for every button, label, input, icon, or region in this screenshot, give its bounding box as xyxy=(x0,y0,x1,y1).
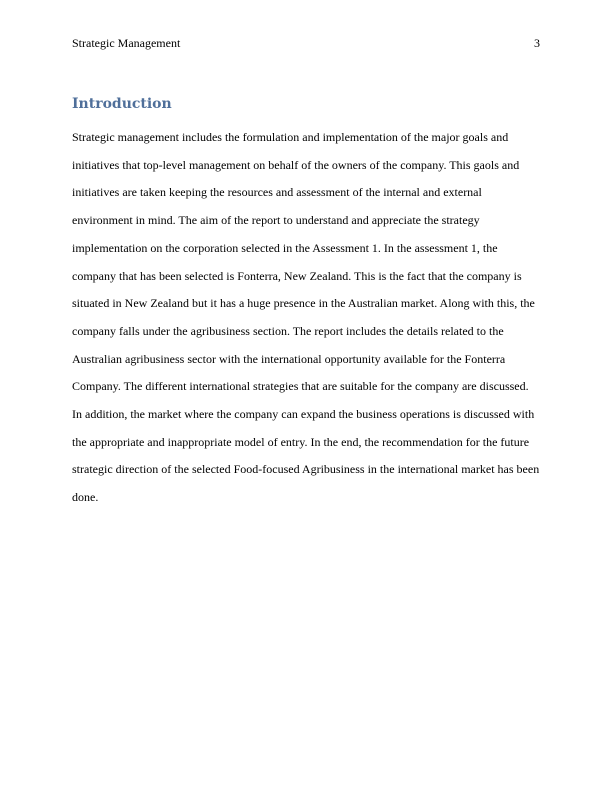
paragraph-line: initiatives are taken keeping the resources and assessment of the internal and external xyxy=(72,185,482,200)
page-number: 3 xyxy=(534,36,540,50)
paragraph-line: environment in mind. The aim of the report to understand and appreciate the strategy xyxy=(72,213,480,228)
paragraph-line: done. xyxy=(72,490,99,505)
paragraph-line: Strategic management includes the formulation and implementation of the major goals and xyxy=(72,130,509,144)
paragraph-line: In addition, the market where the company can expand the business operations is discussed with xyxy=(72,407,535,422)
paragraph-line: the appropriate and inappropriate model of entry. In the end, the recommendation for the future xyxy=(72,434,530,449)
running-title: Strategic Management xyxy=(72,36,181,50)
section-heading: Introduction xyxy=(72,96,172,112)
paragraph-line: implementation on the corporation selected in the Assessment 1. In the assessment 1, the xyxy=(72,240,498,255)
introduction-paragraph xyxy=(72,124,542,512)
paragraph-line: situated in New Zealand but it has a huge presence in the Australian market. Along with this, the xyxy=(72,296,535,311)
paragraph-line: strategic direction of the selected Food-focused Agribusiness in the international market has been xyxy=(72,462,540,477)
paragraph-line: company falls under the agribusiness section. The report includes the details related to the xyxy=(72,323,504,338)
page-header xyxy=(72,36,540,52)
paragraph-line: initiatives that top-level management on behalf of the owners of the company. This gaols and xyxy=(72,157,520,172)
paragraph-line: Australian agribusiness sector with the international opportunity available for the Fonterra xyxy=(72,351,506,366)
paragraph-line: company that has been selected is Fonterra, New Zealand. This is the fact that the company is xyxy=(72,268,522,283)
paragraph-line: Company. The different international strategies that are suitable for the company are discussed. xyxy=(72,379,529,394)
